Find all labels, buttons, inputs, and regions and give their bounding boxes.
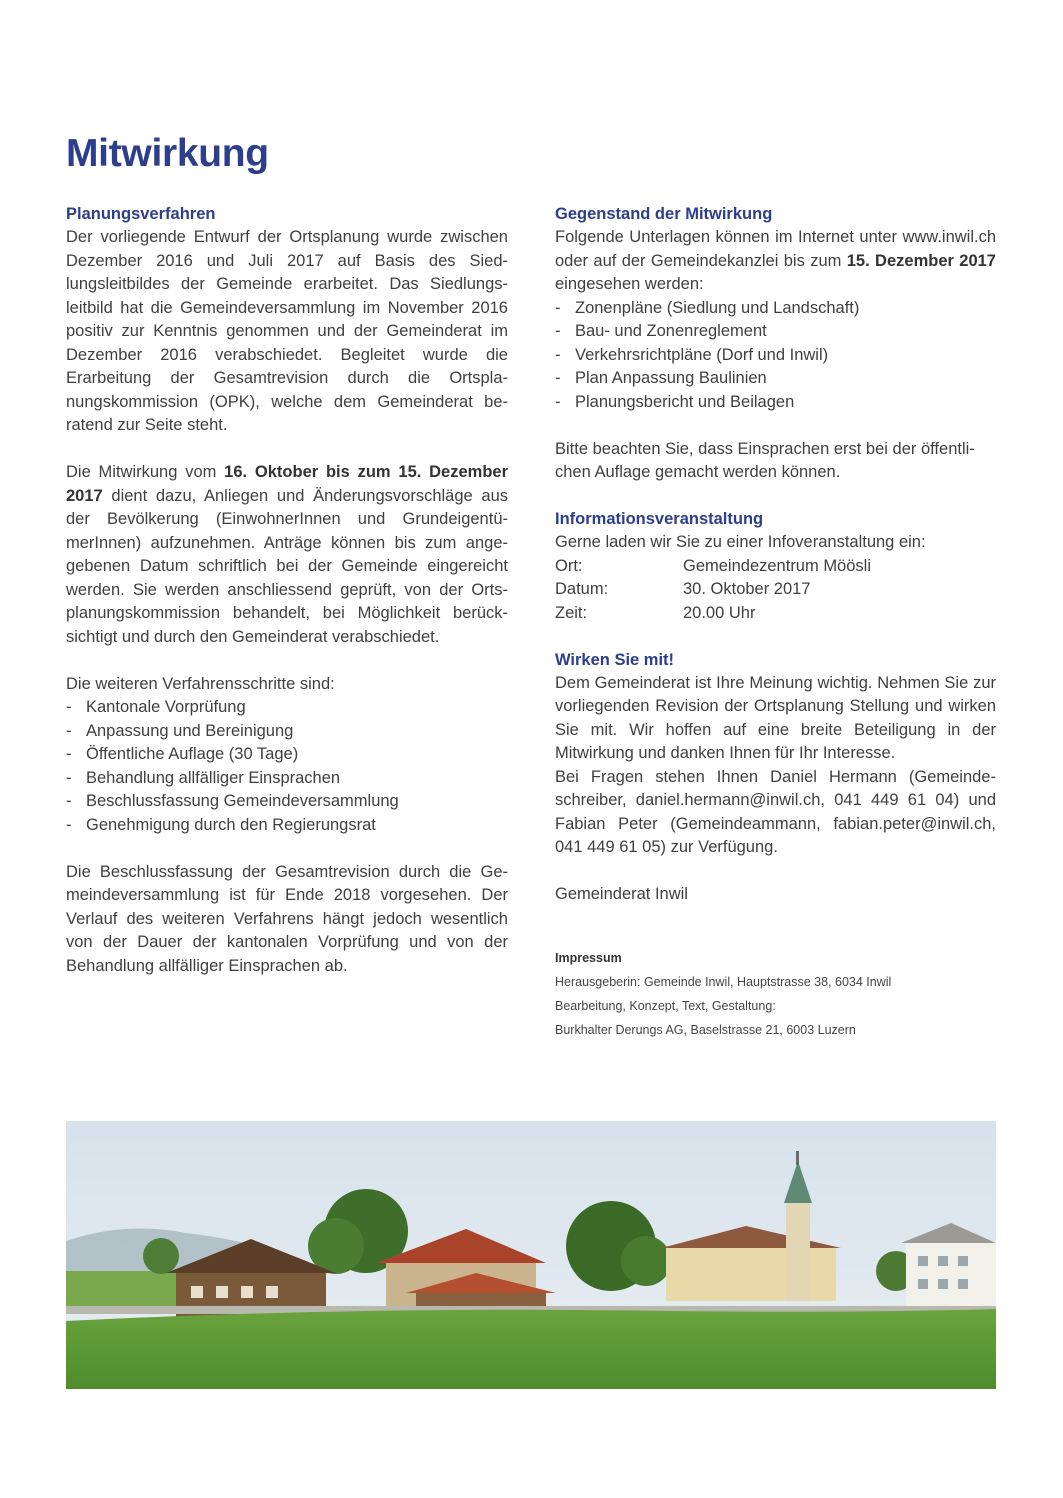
beschluss-text: Die Beschlussfassung der Gesamtrevision durch die Gemeindeversammlung ist für Ende 2018 vorgesehen. Der Verlauf des weiteren Verfahrens hängt jedoch wesentlich von der Dauer der kantonalen Vorprüfung und von der Behandlung allfälliger Einsprachen ab. [66, 862, 508, 975]
section-heading-info: Informationsveranstaltung [555, 510, 764, 528]
wirken-text: Dem Gemeinderat ist Ihre Meinung wichtig. Nehmen Sie zur vorliegenden Revision der Ortsplanung Stellung und wirken Sie mit. Wir hoffen auf eine breite Beteiligung in der Mitwirkung und danken Ihnen für Ihr Interesse. [555, 673, 996, 762]
list-item: - Verkehrsrichtpläne (Dorf und Inwil) [555, 344, 996, 368]
section-heading-planungsverfahren: Planungsverfahren [66, 205, 216, 223]
planungsverfahren-text: Der vorliegende Entwurf der Ortsplanung wurde zwischen Dezember 2016 und Juli 2017 auf Basis des Siedlungsleitbildes der Gemeinde erarbeitet. Das Siedlungsleitbild hat die Gemeindeversammlung im November 2016 positiv zur Kenntnis genommen und der Gemeinderat im Dezember 2016 verabschiedet. Begleitet wurde die Erarbeitung der Gesamtrevision durch die Ortsplanungskommission (OPK), welche dem Gemeinderat beratend zur Seite steht. [66, 228, 508, 434]
village-photo [66, 1121, 996, 1389]
list-item: - Anpassung und Bereinigung [66, 720, 508, 744]
right-column [555, 203, 996, 1042]
impressum-line: Burkhalter Derungs AG, Baselstrasse 21, 6003 Luzern [555, 1023, 856, 1037]
info-row-datum: Datum: 30. Oktober 2017 [555, 580, 811, 598]
impressum-heading: Impressum [555, 951, 622, 965]
list-item: - Kantonale Vorprüfung [66, 696, 508, 720]
page-title: Mitwirkung [66, 132, 269, 175]
list-item: - Planungsbericht und Beilagen [555, 391, 996, 415]
mitwirkung-text: Die Mitwirkung vom 16. Oktober bis zum 15. Dezember 2017 dient dazu, Anliegen und Änderungsvorschläge aus der Bevölkerung (EinwohnerInnen und GrundeigentümerInnen) aufzunehmen. Anträge können bis zum angegebenen Datum schriftlich bei der Gemeinde eingereicht werden. Sie werden anschliessend geprüft, von der Ortsplanungskommission behandelt, bei Möglichkeit berücksichtigt und durch den Gemeinderat verabschiedet. [66, 463, 508, 646]
list-item: - Zonenpläne (Siedlung und Landschaft) [555, 297, 996, 321]
info-row-ort: Ort: Gemeindezentrum Möösli [555, 556, 871, 575]
documents-list [555, 297, 996, 415]
list-item: - Genehmigung durch den Regierungsrat [66, 814, 508, 838]
left-column [66, 203, 508, 978]
list-item: - Behandlung allfälliger Einsprachen [66, 767, 508, 791]
steps-intro: Die weiteren Verfahrensschritte sind: [66, 674, 335, 693]
list-item: - Öffentliche Auflage (30 Tage) [66, 743, 508, 767]
steps-list [66, 696, 508, 837]
signature: Gemeinderat Inwil [555, 885, 688, 903]
info-row-zeit: Zeit: 20.00 Uhr [555, 603, 756, 622]
impressum [555, 946, 996, 1042]
list-item: - Plan Anpassung Baulinien [555, 367, 996, 391]
impressum-line: Herausgeberin: Gemeinde Inwil, Hauptstrasse 38, 6034 Inwil [555, 975, 892, 989]
list-item: - Beschlussfassung Gemeindeversammlung [66, 790, 508, 814]
impressum-line: Bearbeitung, Konzept, Text, Gestaltung: [555, 999, 776, 1013]
contact-text: Bei Fragen stehen Ihnen Daniel Hermann (Gemeindeschreiber, daniel.hermann@inwil.ch, 041 449 61 04) und Fabian Peter (Gemeindeammann, fabian.peter@inwil.ch, 041 449 61 05) zur Verfügung. [555, 767, 996, 856]
section-heading-wirken: Wirken Sie mit! [555, 650, 675, 669]
info-intro: Gerne laden wir Sie zu einer Infoveranstaltung ein: [555, 533, 926, 551]
section-heading-gegenstand: Gegenstand der Mitwirkung [555, 205, 773, 223]
einsprachen-note: Bitte beachten Sie, dass Einsprachen erst bei der öffentlichen Auflage gemacht werden können. [555, 439, 975, 481]
list-item: - Bau- und Zonenreglement [555, 320, 996, 344]
gegenstand-text: Folgende Unterlagen können im Internet unter www.inwil.ch oder auf der Gemeindekanzlei bis zum 15. Dezember 2017 eingesehen werden: [555, 228, 996, 293]
